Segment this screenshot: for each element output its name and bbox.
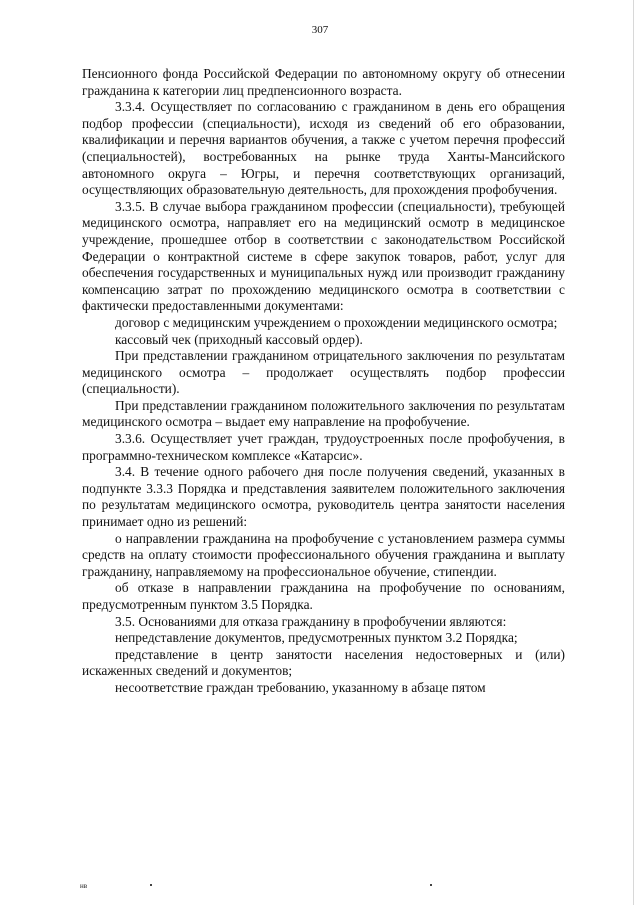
paragraph: 3.3.4. Осуществляет по согласованию с гражданином в день его обращения подбор профессии (специальности), исходя из сведений об его образовании, квалификации и перечня вариантов обучения, а также с учетом перечня профессий (специальностей), востребованных на рынке труда Ханты-Мансийского автономного округа – Югры, и перечня соответствующих организаций, осуществляющих образовательную деятельность, для прохождения профобучения.: [82, 99, 565, 198]
paragraph: несоответствие граждан требованию, указанному в абзаце пятом: [115, 679, 486, 695]
paragraph: 3.5. Основаниями для отказа гражданину в профобучении являются:: [115, 613, 507, 629]
paragraph: 3.3.5. В случае выбора гражданином профессии (специальности), требующей медицинского осмотра, направляет его на медицинский осмотр в медицинское учреждение, прошедшее отбор в соответствии с законодательством Российской Федерации о контрактной системе в сфере закупок товаров, работ, услуг для обеспечения государственных и муниципальных нужд или производит гражданину компенсацию затрат по прохождению медицинского осмотра в соответствии с фактически предоставленными документами:: [82, 198, 565, 314]
document-body: [82, 66, 565, 697]
paragraph: представление в центр занятости населения недостоверных и (или) искаженных сведений и документов;: [82, 646, 565, 679]
paragraph: непредставление документов, предусмотренных пунктом 3.2 Порядка;: [115, 630, 518, 646]
paragraph: договор с медицинским учреждением о прохождении медицинского осмотра;: [115, 314, 558, 330]
paragraph: 3.3.6. Осуществляет учет граждан, трудоустроенных после профобучения, в программно-техническом комплексе «Катарсис».: [82, 431, 565, 463]
paragraph: Пенсионного фонда Российской Федерации по автономному округу об отнесении гражданина к категории лиц предпенсионного возраста.: [82, 66, 565, 98]
scan-speck: [430, 884, 432, 886]
paragraph: кассовый чек (приходный кассовый ордер).: [115, 331, 363, 347]
paragraph: При представлении гражданином отрицательного заключения по результатам медицинского осмотра – продолжает осуществлять подбор профессии (специальности).: [82, 348, 565, 397]
footer-mark: нв: [80, 882, 88, 890]
scan-speck: [150, 884, 152, 886]
paragraph: При представлении гражданином положительного заключения по результатам медицинского осмотра – выдает ему направление на профобучение.: [82, 397, 565, 430]
paragraph: 3.4. В течение одного рабочего дня после получения сведений, указанных в подпункте 3.3.3 Порядка и представления заявителем положительного заключения по результатам медицинского осмотра, руководитель центра занятости населения принимает одно из решений:: [82, 464, 565, 530]
page-edge: [633, 0, 634, 905]
page-number: 307: [311, 24, 329, 36]
paragraph: об отказе в направлении гражданина на профобучение по основаниям, предусмотренным пунктом 3.5 Порядка.: [82, 580, 565, 612]
paragraph: о направлении гражданина на профобучение с установлением размера суммы средств на оплату стоимости профессионального обучения гражданина и выплату гражданину, направляемому на профессиональное обучение, стипендии.: [82, 530, 565, 579]
